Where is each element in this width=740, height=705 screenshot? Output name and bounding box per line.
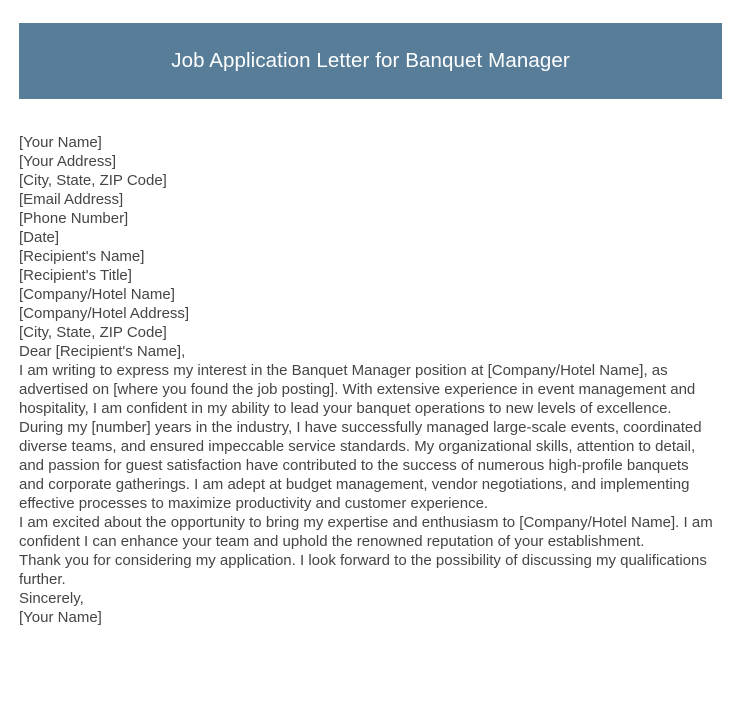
sender-line: [Email Address]: [19, 191, 124, 208]
salutation: Dear [Recipient's Name],: [19, 343, 186, 360]
sender-line: [Date]: [19, 229, 60, 246]
body-paragraph: Thank you for considering my application. I look forward to the possibility of discussing my qualifications further.: [19, 552, 707, 588]
sender-line: [Phone Number]: [19, 210, 129, 227]
sender-line: [Your Address]: [19, 153, 117, 170]
recipient-line: [Company/Hotel Name]: [19, 286, 175, 303]
recipient-line: [Recipient's Title]: [19, 267, 132, 284]
sender-line: [Your Name]: [19, 134, 102, 151]
page-title: Job Application Letter for Banquet Manager: [171, 48, 570, 72]
body-paragraph: I am excited about the opportunity to bring my expertise and enthusiasm to [Company/Hotel Name]. I am confident I can enhance your team and uphold the renowned reputation of your establishment.: [19, 514, 713, 550]
recipient-line: [Recipient's Name]: [19, 248, 145, 265]
signature-name: [Your Name]: [19, 609, 102, 626]
body-paragraph: I am writing to express my interest in the Banquet Manager position at [Company/Hotel Name], as advertised on [where you found the job posting]. With extensive experience in event management and hospitality, I am confident in my ability to lead your banquet operations to new levels of excellence.: [19, 362, 696, 417]
body-paragraph: During my [number] years in the industry, I have successfully managed large-scale events, coordinated diverse teams, and ensured impeccable service standards. My organizational skills, attention to detail, and passion for guest satisfaction have contributed to the success of numerous high-profile banquets and corporate gatherings. I am adept at budget management, vendor negotiations, and implementing effective processes to maximize productivity and customer experience.: [19, 419, 702, 512]
letter-header-banner: [19, 23, 722, 99]
letter-body: [19, 133, 714, 627]
sender-line: [City, State, ZIP Code]: [19, 172, 167, 189]
recipient-address-block: [19, 247, 714, 342]
recipient-line: [City, State, ZIP Code]: [19, 324, 167, 341]
sender-address-block: [19, 133, 714, 247]
recipient-line: [Company/Hotel Address]: [19, 305, 190, 322]
closing-line: Sincerely,: [19, 590, 84, 607]
